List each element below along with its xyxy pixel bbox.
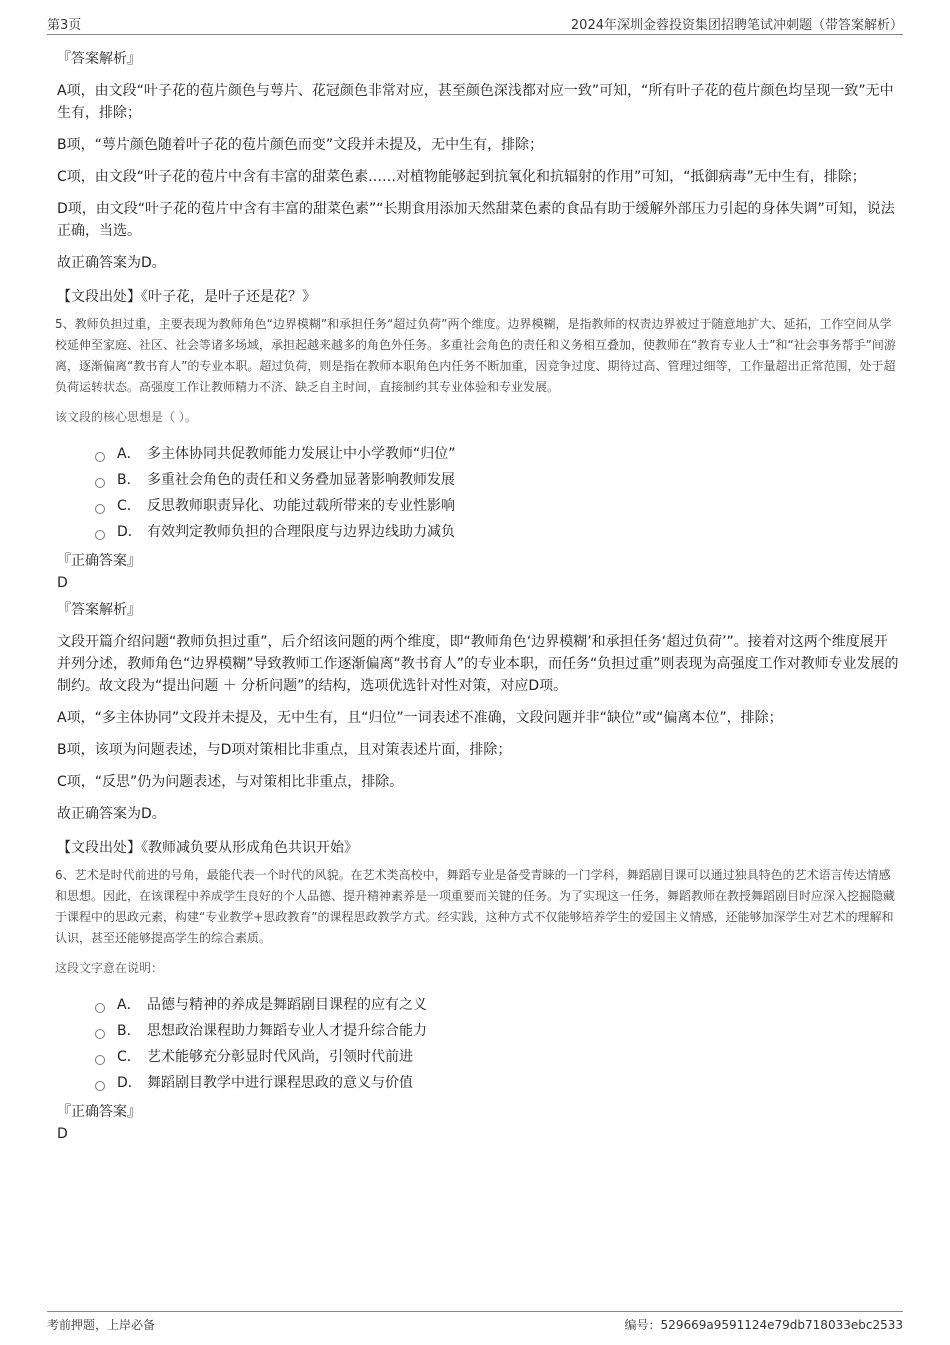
analysis-paragraph: A项，“多主体协同”文段并未提及，无中生有，且“归位”一词表述不准确，文段问题并非“缺位”或“偏离本位”，排除； [57,710,783,726]
page-number: 第3页 [47,18,82,33]
option-text: 多重社会角色的责任和义务叠加显著影响教师发展 [147,472,455,488]
analysis-paragraph: A项，由文段“叶子花的苞片颜色与萼片、花冠颜色非常对应，甚至颜色深浅都对应一致”可知，“所有叶子花的苞片颜色均呈现一致”无中生有，排除； [57,83,894,121]
radio-icon[interactable] [95,1081,105,1091]
analysis-paragraph: D项，由文段“叶子花的苞片中含有丰富的甜菜色素”“长期食用添加天然甜菜色素的食品有助于缓解外部压力引起的身体失调”可知，说法正确，当选。 [57,201,895,239]
analysis-paragraph: C项，“反思”仍为问题表述，与对策相比非重点，排除。 [57,774,404,790]
answer-value: D [57,1126,68,1142]
page-header [47,12,903,35]
option-text: 舞蹈剧目教学中进行课程思政的意义与价值 [147,1075,413,1091]
radio-icon[interactable] [95,1055,105,1065]
question-6-options [95,992,900,1096]
source-citation: 【文段出处】《叶子花，是叶子还是花？》 [57,289,316,305]
radio-icon[interactable] [95,1029,105,1039]
answer-value: D [57,575,68,591]
option-d[interactable] [95,1070,900,1096]
option-letter: A． [117,446,141,462]
option-letter: D． [117,524,142,540]
option-letter: A． [117,997,141,1013]
option-letter: C． [117,498,141,514]
option-b[interactable] [95,1018,900,1044]
option-a[interactable] [95,992,900,1018]
analysis-label: 『答案解析』 [57,51,141,67]
analysis-paragraph: B项，该项为问题表述，与D项对策相比非重点，且对策表述片面，排除； [57,742,512,758]
question-5-prompt: 该文段的核心思想是（ ）。 [55,410,197,424]
analysis-label: 『答案解析』 [57,602,141,618]
option-letter: D． [117,1075,142,1091]
answer-label: 『正确答案』 [57,1104,141,1120]
option-letter: B． [117,472,141,488]
option-d[interactable] [95,519,900,545]
answer-label: 『正确答案』 [57,553,141,569]
page-footer [47,1311,903,1336]
radio-icon[interactable] [95,452,105,462]
option-c[interactable] [95,493,900,519]
option-b[interactable] [95,467,900,493]
page-content [55,48,900,1150]
analysis-conclusion: 故正确答案为D。 [57,255,166,271]
analysis-paragraph: 文段开篇介绍问题“教师负担过重”，后介绍该问题的两个维度，即“教师角色‘边界模糊’和承担任务‘超过负荷’”。接着对这两个维度展开并列分述，教师角色“边界模糊”导致教师工作逐渐偏离“教书育人”的专业本职，而任务“负担过重”则表现为高强度工作对教师专业发展的制约。故文段为“提出问题 ＋ 分析问题”的结构，选项优选针对性对策，对应D项。 [57,634,899,694]
option-text: 反思教师职责异化、功能过载所带来的专业性影响 [147,498,455,514]
analysis-conclusion: 故正确答案为D。 [57,806,166,822]
option-letter: C． [117,1049,141,1065]
question-6-prompt: 这段文字意在说明： [55,961,164,975]
document-id: 编号：529669a9591124e79db718033ebc2533 [624,1318,903,1332]
footer-slogan: 考前押题，上岸必备 [47,1318,156,1332]
radio-icon[interactable] [95,478,105,488]
radio-icon[interactable] [95,530,105,540]
option-a[interactable] [95,441,900,467]
option-text: 艺术能够充分彰显时代风尚，引领时代前进 [147,1049,413,1065]
source-citation: 【文段出处】《教师减负要从形成角色共识开始》 [57,840,358,856]
analysis-paragraph: B项，“萼片颜色随着叶子花的苞片颜色而变”文段并未提及，无中生有，排除； [57,137,544,153]
question-5-text: 5、教师负担过重，主要表现为教师角色“边界模糊”和承担任务“超过负荷”两个维度。边界模糊，是指教师的权责边界被过于随意地扩大、延拓，工作空间从学校延伸至家庭、社区、社会等诸多场域，承担起越来越多的角色外任务。多重社会角色的责任和义务相互叠加，使教师在“教育专业人士”和“社会事务帮手”间游离，逐渐偏离“教书育人”的专业本职。超过负荷，则是指在教师本职角色内任务不断加重，因竞争过度、期待过高、管理过细等，工作量超出正常范围，处于超负荷运转状态。高强度工作让教师精力不济、缺乏自主时间，直接制约其专业体验和专业发展。 [55,317,896,394]
option-c[interactable] [95,1044,900,1070]
analysis-paragraph: C项，由文段“叶子花的苞片中含有丰富的甜菜色素……对植物能够起到抗氧化和抗辐射的作用”可知，“抵御病毒”无中生有，排除； [57,169,866,185]
option-text: 品德与精神的养成是舞蹈剧目课程的应有之义 [147,997,427,1013]
option-text: 思想政治课程助力舞蹈专业人才提升综合能力 [147,1023,427,1039]
radio-icon[interactable] [95,1003,105,1013]
option-text: 有效判定教师负担的合理限度与边界边线助力减负 [147,524,455,540]
question-6-text: 6、艺术是时代前进的号角，最能代表一个时代的风貌。在艺术类高校中，舞蹈专业是备受青睐的一门学科，舞蹈剧目课可以通过独具特色的艺术语言传达情感和思想。因此，在该课程中养成学生良好的个人品德、提升精神素养是一项重要而关键的任务。为了实现这一任务，舞蹈教师在教授舞蹈剧目时应深入挖掘隐藏于课程中的思政元素，构建“专业教学+思政教育”的课程思政教学方式。经实践，这种方式不仅能够培养学生的爱国主义情感，还能够加深学生对艺术的理解和认识，甚至还能够提高学生的综合素质。 [55,868,896,945]
radio-icon[interactable] [95,504,105,514]
option-letter: B． [117,1023,141,1039]
document-title: 2024年深圳金蓉投资集团招聘笔试冲刺题（带答案解析） [570,18,903,33]
option-text: 多主体协同共促教师能力发展让中小学教师“归位” [147,446,456,462]
question-5-options [95,441,900,545]
